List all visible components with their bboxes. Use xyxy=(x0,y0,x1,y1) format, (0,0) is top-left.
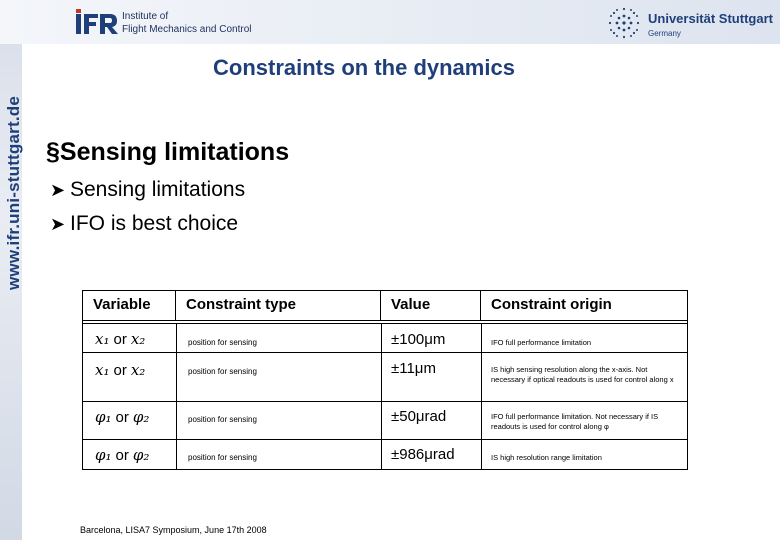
bullet-text: IFO is best choice xyxy=(70,212,239,235)
table-cell-value: ±100μm xyxy=(391,331,446,348)
row-divider xyxy=(83,401,687,402)
table-cell-origin: IS high sensing resolution along the x-axis. Not necessary if optical readouts is used for control along x xyxy=(491,365,674,384)
university-country: Germany xyxy=(648,29,681,38)
arrow-bullet-icon: ➤ xyxy=(50,180,66,200)
university-name: Universität Stuttgart xyxy=(648,11,773,26)
institute-line-2: Flight Mechanics and Control xyxy=(122,24,252,35)
row-divider xyxy=(83,439,687,440)
slide-title: Constraints on the dynamics xyxy=(213,55,515,80)
column-header-constraint-type: Constraint type xyxy=(176,291,381,320)
header-divider xyxy=(83,320,687,321)
row-divider xyxy=(83,352,687,353)
footer-text: Barcelona, LISA7 Symposium, June 17th 2008 xyxy=(80,525,267,535)
bullet-text: Sensing limitations xyxy=(70,178,246,201)
table-cell-variable: x₁ or x₂ xyxy=(95,361,146,379)
header-bar xyxy=(0,0,780,44)
bullet-item xyxy=(50,178,245,202)
column-header-value: Value xyxy=(381,291,481,320)
institute-line-1: Institute of xyxy=(122,11,169,22)
constraints-table xyxy=(82,290,688,470)
table-cell-origin: IS high resolution range limitation xyxy=(491,453,602,462)
table-cell-type: position for sensing xyxy=(188,453,257,462)
university-seal-icon xyxy=(606,5,642,41)
table-cell-type: position for sensing xyxy=(188,367,257,376)
table-cell-type: position for sensing xyxy=(188,338,257,347)
table-cell-type: position for sensing xyxy=(188,415,257,424)
sidebar-url: www.ifr.uni-stuttgart.de xyxy=(4,96,23,290)
table-cell-value: ±986μrad xyxy=(391,446,455,463)
table-cell-variable: x₁ or x₂ xyxy=(95,330,146,348)
table-cell-variable: φ₁ or φ₂ xyxy=(95,446,150,464)
table-cell-value: ±50μrad xyxy=(391,408,447,425)
sidebar-strip xyxy=(0,0,22,540)
table-cell-variable: φ₁ or φ₂ xyxy=(95,408,150,426)
column-header-constraint-origin: Constraint origin xyxy=(491,296,612,313)
column-header-variable: Variable xyxy=(83,291,176,320)
arrow-bullet-icon: ➤ xyxy=(50,214,66,234)
ifr-logo xyxy=(74,8,120,38)
section-heading: §Sensing limitations xyxy=(46,138,290,166)
table-cell-origin: IFO full performance limitation. Not necessary if IS readouts is used for control along φ xyxy=(491,412,659,431)
table-cell-origin: IFO full performance limitation xyxy=(491,338,592,347)
table-cell-value: ±11μm xyxy=(391,360,436,377)
bullet-item xyxy=(50,212,238,236)
header-divider xyxy=(83,323,687,324)
